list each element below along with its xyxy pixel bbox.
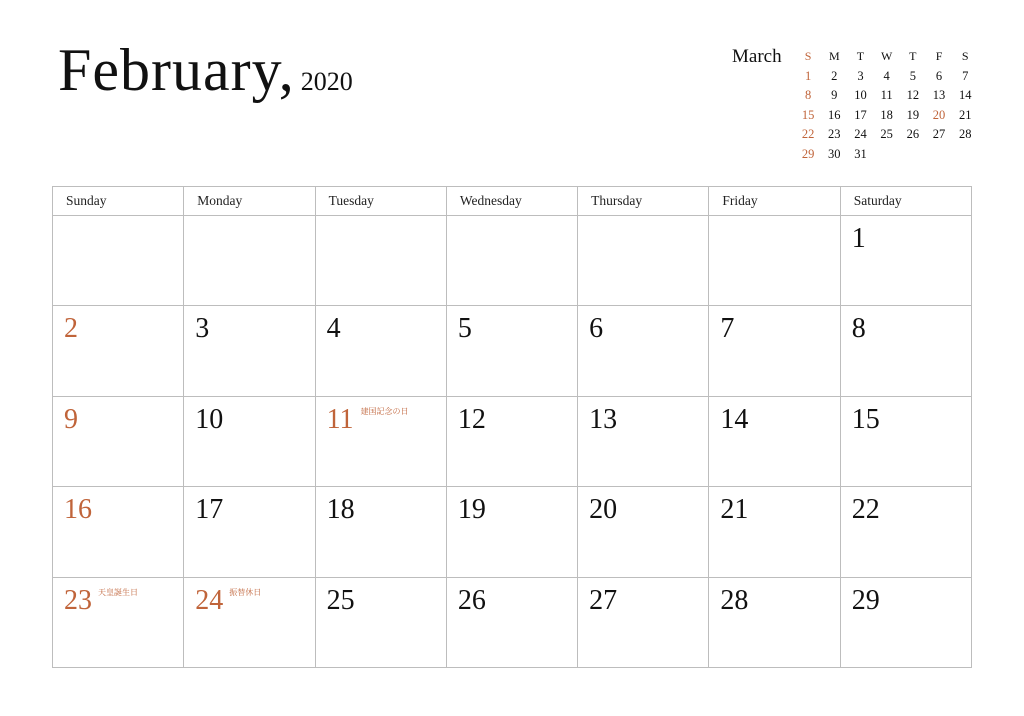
mini-day: 1 bbox=[804, 68, 812, 83]
day-cell[interactable] bbox=[840, 396, 971, 486]
day-number: 22 bbox=[851, 494, 880, 526]
month-title: February, bbox=[58, 37, 295, 103]
mini-day: 27 bbox=[932, 127, 946, 142]
day-cell[interactable] bbox=[184, 306, 315, 396]
year-label: 2020 bbox=[300, 67, 353, 96]
mini-day: 22 bbox=[801, 127, 815, 142]
mini-day: 12 bbox=[906, 88, 920, 103]
day-number: 23 bbox=[64, 584, 92, 616]
day-cell[interactable] bbox=[446, 396, 577, 486]
day-cell[interactable] bbox=[184, 487, 315, 577]
mini-day: 10 bbox=[854, 88, 867, 103]
day-number: 24 bbox=[195, 584, 224, 616]
day-cell[interactable] bbox=[53, 577, 184, 667]
mini-weekday-header: T bbox=[856, 49, 865, 63]
day-number: 3 bbox=[195, 313, 210, 345]
mini-day: 4 bbox=[883, 68, 890, 83]
day-cell[interactable] bbox=[578, 396, 709, 486]
day-number: 7 bbox=[720, 313, 735, 345]
weekday-header-saturday: Saturday bbox=[840, 187, 971, 216]
empty-day-cell bbox=[315, 216, 446, 306]
week-row bbox=[53, 306, 972, 396]
month-grid bbox=[52, 186, 972, 668]
mini-day: 2 bbox=[831, 68, 838, 83]
mini-weekday-header: W bbox=[880, 49, 893, 63]
day-number: 5 bbox=[457, 313, 472, 345]
holiday-label: 建国記念の日 bbox=[360, 406, 409, 416]
mini-day: 19 bbox=[906, 107, 920, 122]
day-number: 29 bbox=[851, 584, 880, 616]
mini-day: 9 bbox=[831, 88, 838, 103]
day-number: 4 bbox=[326, 313, 341, 345]
day-number: 25 bbox=[326, 584, 355, 616]
day-number: 19 bbox=[457, 494, 486, 526]
holiday-label: 天皇誕生日 bbox=[98, 587, 138, 597]
day-number: 8 bbox=[851, 313, 866, 345]
day-cell[interactable] bbox=[709, 396, 840, 486]
weekday-header-sunday: Sunday bbox=[53, 187, 184, 216]
mini-day: 29 bbox=[801, 146, 815, 161]
day-number: 14 bbox=[720, 403, 749, 435]
mini-weekday-header: T bbox=[909, 49, 917, 63]
empty-day-cell bbox=[578, 216, 709, 306]
mini-calendar-month: March bbox=[732, 46, 782, 67]
day-cell[interactable] bbox=[709, 306, 840, 396]
mini-empty-day bbox=[952, 145, 978, 165]
mini-day: 31 bbox=[854, 146, 867, 161]
weekday-header-tuesday: Tuesday bbox=[315, 187, 446, 216]
day-number: 13 bbox=[589, 403, 618, 435]
mini-weekday-header: S bbox=[804, 49, 812, 63]
mini-day: 24 bbox=[854, 127, 867, 142]
mini-day: 3 bbox=[857, 68, 864, 83]
empty-day-cell bbox=[446, 216, 577, 306]
mini-day: 6 bbox=[935, 68, 943, 83]
day-cell[interactable] bbox=[840, 577, 971, 667]
day-cell[interactable] bbox=[53, 306, 184, 396]
day-cell[interactable] bbox=[446, 487, 577, 577]
day-cell[interactable] bbox=[709, 487, 840, 577]
day-cell[interactable] bbox=[578, 306, 709, 396]
day-number: 16 bbox=[64, 494, 92, 526]
day-number: 27 bbox=[589, 584, 618, 616]
day-cell[interactable] bbox=[184, 396, 315, 486]
week-row bbox=[53, 216, 972, 306]
day-cell[interactable] bbox=[315, 306, 446, 396]
mini-day: 15 bbox=[801, 107, 815, 122]
day-cell[interactable] bbox=[53, 396, 184, 486]
empty-day-cell bbox=[184, 216, 315, 306]
mini-day: 30 bbox=[828, 146, 841, 161]
day-cell[interactable] bbox=[578, 577, 709, 667]
mini-day: 26 bbox=[906, 127, 920, 142]
day-number: 18 bbox=[326, 494, 355, 526]
mini-day: 5 bbox=[909, 68, 916, 83]
mini-day: 20 bbox=[932, 107, 946, 122]
day-cell[interactable] bbox=[446, 306, 577, 396]
weekday-header-friday: Friday bbox=[709, 187, 840, 216]
mini-calendar-grid bbox=[795, 47, 978, 165]
mini-day: 7 bbox=[962, 68, 969, 83]
day-cell[interactable] bbox=[315, 487, 446, 577]
day-cell[interactable] bbox=[315, 396, 446, 486]
mini-weekday-header: M bbox=[828, 49, 840, 63]
weekday-header-thursday: Thursday bbox=[578, 187, 709, 216]
day-number: 1 bbox=[851, 223, 866, 254]
day-cell[interactable] bbox=[184, 577, 315, 667]
day-cell[interactable] bbox=[53, 487, 184, 577]
weekday-header-wednesday: Wednesday bbox=[446, 187, 577, 216]
mini-day: 8 bbox=[804, 88, 812, 103]
empty-day-cell bbox=[709, 216, 840, 306]
mini-empty-day bbox=[926, 145, 952, 165]
mini-empty-day bbox=[874, 145, 900, 165]
day-number: 20 bbox=[589, 494, 618, 526]
mini-day: 23 bbox=[828, 127, 841, 142]
empty-day-cell bbox=[53, 216, 184, 306]
day-cell[interactable] bbox=[840, 487, 971, 577]
day-cell[interactable] bbox=[446, 577, 577, 667]
day-cell[interactable] bbox=[840, 306, 971, 396]
mini-weekday-header: F bbox=[935, 49, 943, 63]
day-number: 2 bbox=[64, 313, 78, 345]
day-number: 26 bbox=[457, 584, 486, 616]
day-cell[interactable] bbox=[709, 577, 840, 667]
mini-day: 11 bbox=[880, 88, 893, 103]
mini-weekday-header: S bbox=[961, 49, 969, 63]
mini-day: 13 bbox=[932, 88, 946, 103]
mini-day: 21 bbox=[958, 107, 972, 122]
mini-day: 14 bbox=[958, 88, 972, 103]
week-row bbox=[53, 396, 972, 486]
mini-empty-day bbox=[900, 145, 926, 165]
day-number: 12 bbox=[457, 403, 486, 435]
day-number: 17 bbox=[195, 494, 224, 526]
day-number: 15 bbox=[851, 403, 880, 435]
day-cell[interactable] bbox=[315, 577, 446, 667]
calendar-title bbox=[58, 36, 353, 105]
day-number: 6 bbox=[589, 313, 604, 345]
mini-day: 25 bbox=[880, 127, 893, 142]
week-row bbox=[53, 577, 972, 667]
day-number: 9 bbox=[64, 403, 78, 435]
day-number: 28 bbox=[720, 584, 749, 616]
day-number: 10 bbox=[195, 403, 224, 435]
weekday-header-row bbox=[53, 187, 972, 216]
day-cell[interactable] bbox=[840, 216, 971, 306]
mini-day: 18 bbox=[880, 107, 893, 122]
day-cell[interactable] bbox=[578, 487, 709, 577]
weekday-header-monday: Monday bbox=[184, 187, 315, 216]
day-number: 21 bbox=[720, 494, 749, 526]
day-number: 11 bbox=[326, 403, 354, 435]
mini-day: 17 bbox=[854, 107, 867, 122]
holiday-label: 振替休日 bbox=[229, 587, 262, 597]
mini-day: 28 bbox=[958, 127, 972, 142]
week-row bbox=[53, 487, 972, 577]
mini-day: 16 bbox=[828, 107, 841, 122]
